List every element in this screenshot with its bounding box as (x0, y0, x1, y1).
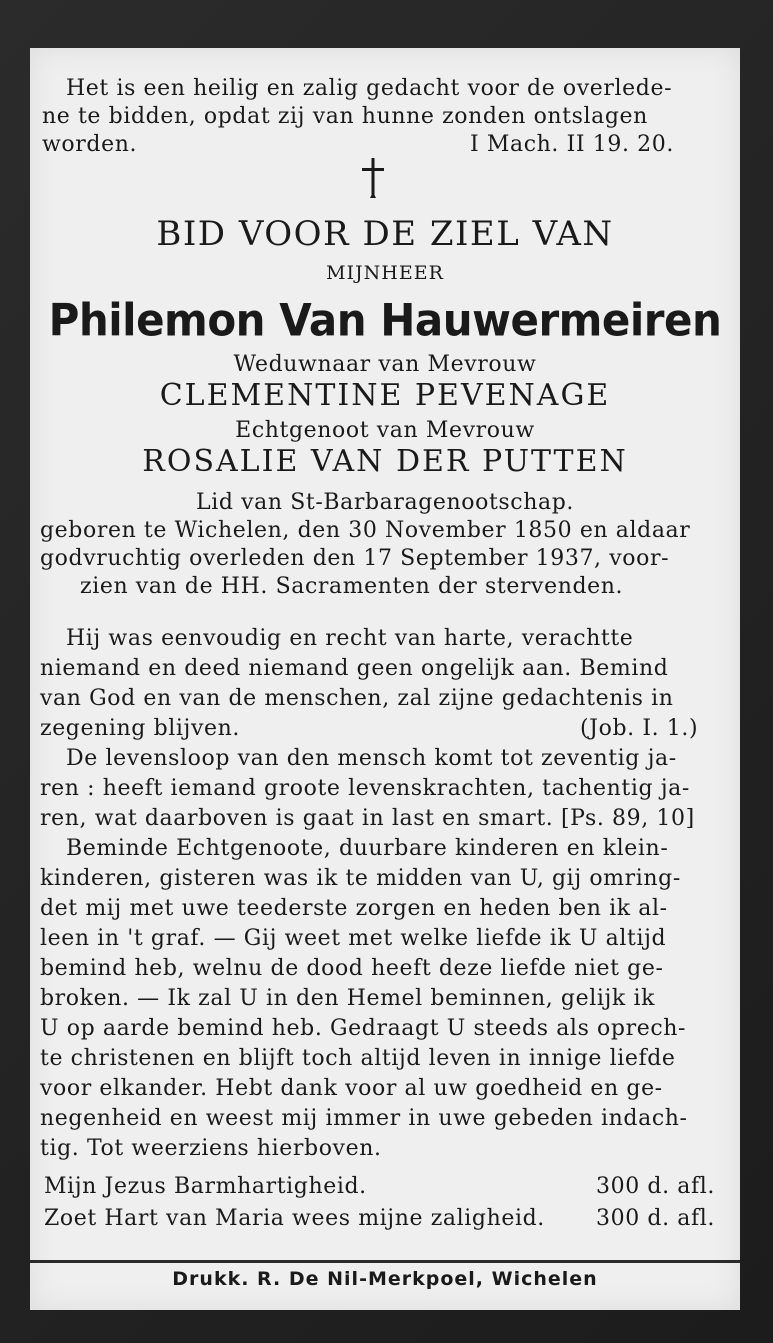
indulgence-value: 300 d. afl. (596, 1174, 715, 1199)
quote-line: ne te bidden, opdat zij van hunne zonden ontslagen (42, 104, 648, 129)
printer-credit: Drukk. R. De Nil-Merkpoel, Wichelen (172, 1268, 598, 1290)
life-line: zien van de HH. Sacramenten der stervenden. (80, 574, 624, 599)
quote-line: Het is een heilig en zalig gedacht voor de overlede- (66, 76, 673, 101)
membership-line: Lid van St-Barbaragenootschap. (196, 490, 574, 515)
body-line: De levensloop van den mensch komt tot zeventig ja- (66, 746, 677, 771)
life-line: godvruchtig overleden den 17 September 1937, voor- (40, 546, 670, 571)
honorific: MIJNHEER (326, 262, 444, 284)
body-line: ren : heeft iemand groote levenskrachten, tachentig ja- (40, 776, 690, 801)
husband-line: Echtgenoot van Mevrouw (235, 418, 535, 443)
card-face (30, 48, 740, 1310)
body-line: U op aarde bemind heb. Gedraagt U steeds als oprech- (40, 1016, 687, 1041)
body-line: tig. Tot weerziens hierboven. (40, 1136, 382, 1161)
widower-line: Weduwnaar van Mevrouw (233, 352, 537, 377)
body-line: voor elkander. Hebt dank voor al uw goedheid en ge- (40, 1076, 663, 1101)
quote-line: worden. (42, 132, 138, 157)
body-line: zegening blijven. (40, 716, 240, 741)
body-line: Beminde Echtgenoote, duurbare kinderen en klein- (66, 836, 669, 861)
prayer-text: Zoet Hart van Maria wees mijne zaligheid. (44, 1206, 545, 1231)
body-line: te christenen en blijft toch altijd leven in innige liefde (40, 1046, 676, 1071)
pray-heading: BID VOOR DE ZIEL VAN (156, 214, 614, 254)
quote-reference: I Mach. II 19. 20. (470, 132, 674, 157)
body-line: negenheid en weest mij immer in uwe gebeden indach- (40, 1106, 688, 1131)
cross-icon (358, 156, 388, 200)
second-wife-name: ROSALIE VAN DER PUTTEN (142, 444, 628, 479)
deceased-name: Philemon Van Hauwermeiren (48, 294, 722, 347)
divider (30, 1260, 740, 1263)
body-line: kinderen, gisteren was ik te midden van U, gij omring- (40, 866, 681, 891)
body-line: det mij met uwe teederste zorgen en heden ben ik al- (40, 896, 668, 921)
prayer-text: Mijn Jezus Barmhartigheid. (44, 1174, 367, 1199)
first-wife-name: CLEMENTINE PEVENAGE (159, 378, 611, 413)
bible-reference: (Job. I. 1.) (580, 716, 699, 741)
life-line: geboren te Wichelen, den 30 November 1850 en aldaar (40, 518, 691, 543)
body-line: van God en van de menschen, zal zijne gedachtenis in (40, 686, 674, 711)
body-line: ren, wat daarboven is gaat in last en smart. [Ps. 89, 10] (40, 806, 695, 831)
body-line: bemind heb, welnu de dood heeft deze liefde niet ge- (40, 956, 664, 981)
body-line: broken. — Ik zal U in den Hemel beminnen, gelijk ik (40, 986, 656, 1011)
body-line: Hij was eenvoudig en recht van harte, verachtte (66, 626, 634, 651)
body-line: niemand en deed niemand geen ongelijk aan. Bemind (40, 656, 669, 681)
body-line: leen in 't graf. — Gij weet met welke liefde ik U altijd (40, 926, 667, 951)
indulgence-value: 300 d. afl. (596, 1206, 715, 1231)
